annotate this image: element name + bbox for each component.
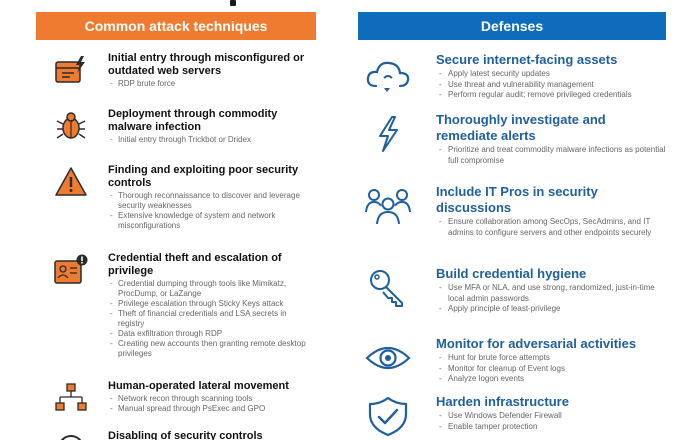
defense-title: Thoroughly investigate and remediate alerts (436, 112, 606, 143)
shield-check-icon (364, 396, 412, 436)
defense-bullet: - Perform regular audit; remove privileged credentials (436, 90, 668, 101)
defense-bullet: - Enable tamper protection (436, 422, 668, 433)
defenses-column (358, 0, 666, 440)
attack-title: Credential theft and escalation of privilege (108, 252, 282, 277)
disable-icon (54, 432, 88, 440)
attack-techniques-header: Common attack techniques (36, 12, 316, 40)
attack-bullet: - Theft of financial credentials and LSA secrets in registry (108, 309, 308, 329)
attack-bullet: - Credential dumping through tools like Mimikatz, ProcDump, or LaZange (108, 279, 308, 299)
attack-bullet: - RDP brute force (108, 79, 308, 89)
defense-bullet: - Use MFA or NLA, and use strong, randomized, just-in-time local admin passwords (436, 283, 668, 304)
defense-title: Build credential hygiene (436, 266, 587, 281)
attack-title: Initial entry through misconfigured or outdated web servers (108, 52, 305, 77)
lightning-icon (364, 114, 412, 154)
attack-bullet: - Initial entry through Trickbot or Dridex (108, 135, 308, 145)
defense-bullet: - Monitor for cleanup of Event logs (436, 364, 668, 375)
defense-bullet: - Prioritize and treat commodity malware infections as potential full compromise (436, 145, 668, 166)
attack-title: Human-operated lateral movement (108, 380, 289, 392)
defense-title: Harden infrastructure (436, 394, 569, 409)
attack-title: Finding and exploiting poor security controls (108, 164, 299, 189)
attack-bullet: - Creating new accounts then granting remote desktop privileges (108, 339, 308, 359)
eye-icon (364, 338, 412, 378)
defense-title: Monitor for adversarial activities (436, 336, 637, 351)
defense-bullet: - Analyze logon events (436, 374, 668, 385)
key-icon (364, 268, 412, 308)
defenses-header: Defenses (358, 12, 666, 40)
people-group-icon (364, 186, 412, 226)
attack-bullet: - Thorough reconnaissance to discover and leverage security weaknesses (108, 191, 308, 211)
id-card-alert-icon (54, 254, 88, 286)
attack-bullet: - Manual spread through PsExec and GPO (108, 404, 308, 414)
defense-bullet: - Apply principle of least-privilege (436, 304, 668, 315)
warning-icon (54, 166, 88, 198)
attack-techniques-column (36, 0, 316, 440)
attack-title: Disabling of security controls (108, 430, 263, 440)
cloud-icon (364, 54, 412, 94)
attack-bullet: - Privilege escalation through Sticky Keys attack (108, 299, 308, 309)
defense-bullet: - Ensure collaboration among SecOps, SecAdmins, and IT admins to configure servers and other endpoints securely (436, 217, 668, 238)
defense-bullet: - Use threat and vulnerability management (436, 80, 668, 91)
attack-title: Deployment through commodity malware infection (108, 108, 278, 133)
defense-bullet: - Use Windows Defender Firewall (436, 411, 668, 422)
defense-bullet: - Apply latest security updates (436, 69, 668, 80)
web-server-attack-icon (54, 54, 88, 86)
defense-title: Include IT Pros in security discussions (436, 184, 598, 215)
defense-title: Secure internet-facing assets (436, 52, 618, 67)
attack-bullet: - Extensive knowledge of system and network misconfigurations (108, 211, 308, 231)
attack-bullet: - Network recon through scanning tools (108, 394, 308, 404)
network-hierarchy-icon (54, 382, 88, 414)
attack-bullet: - Data exfiltration through RDP (108, 329, 308, 339)
bug-icon (54, 110, 88, 142)
defense-bullet: - Hunt for brute force attempts (436, 353, 668, 364)
